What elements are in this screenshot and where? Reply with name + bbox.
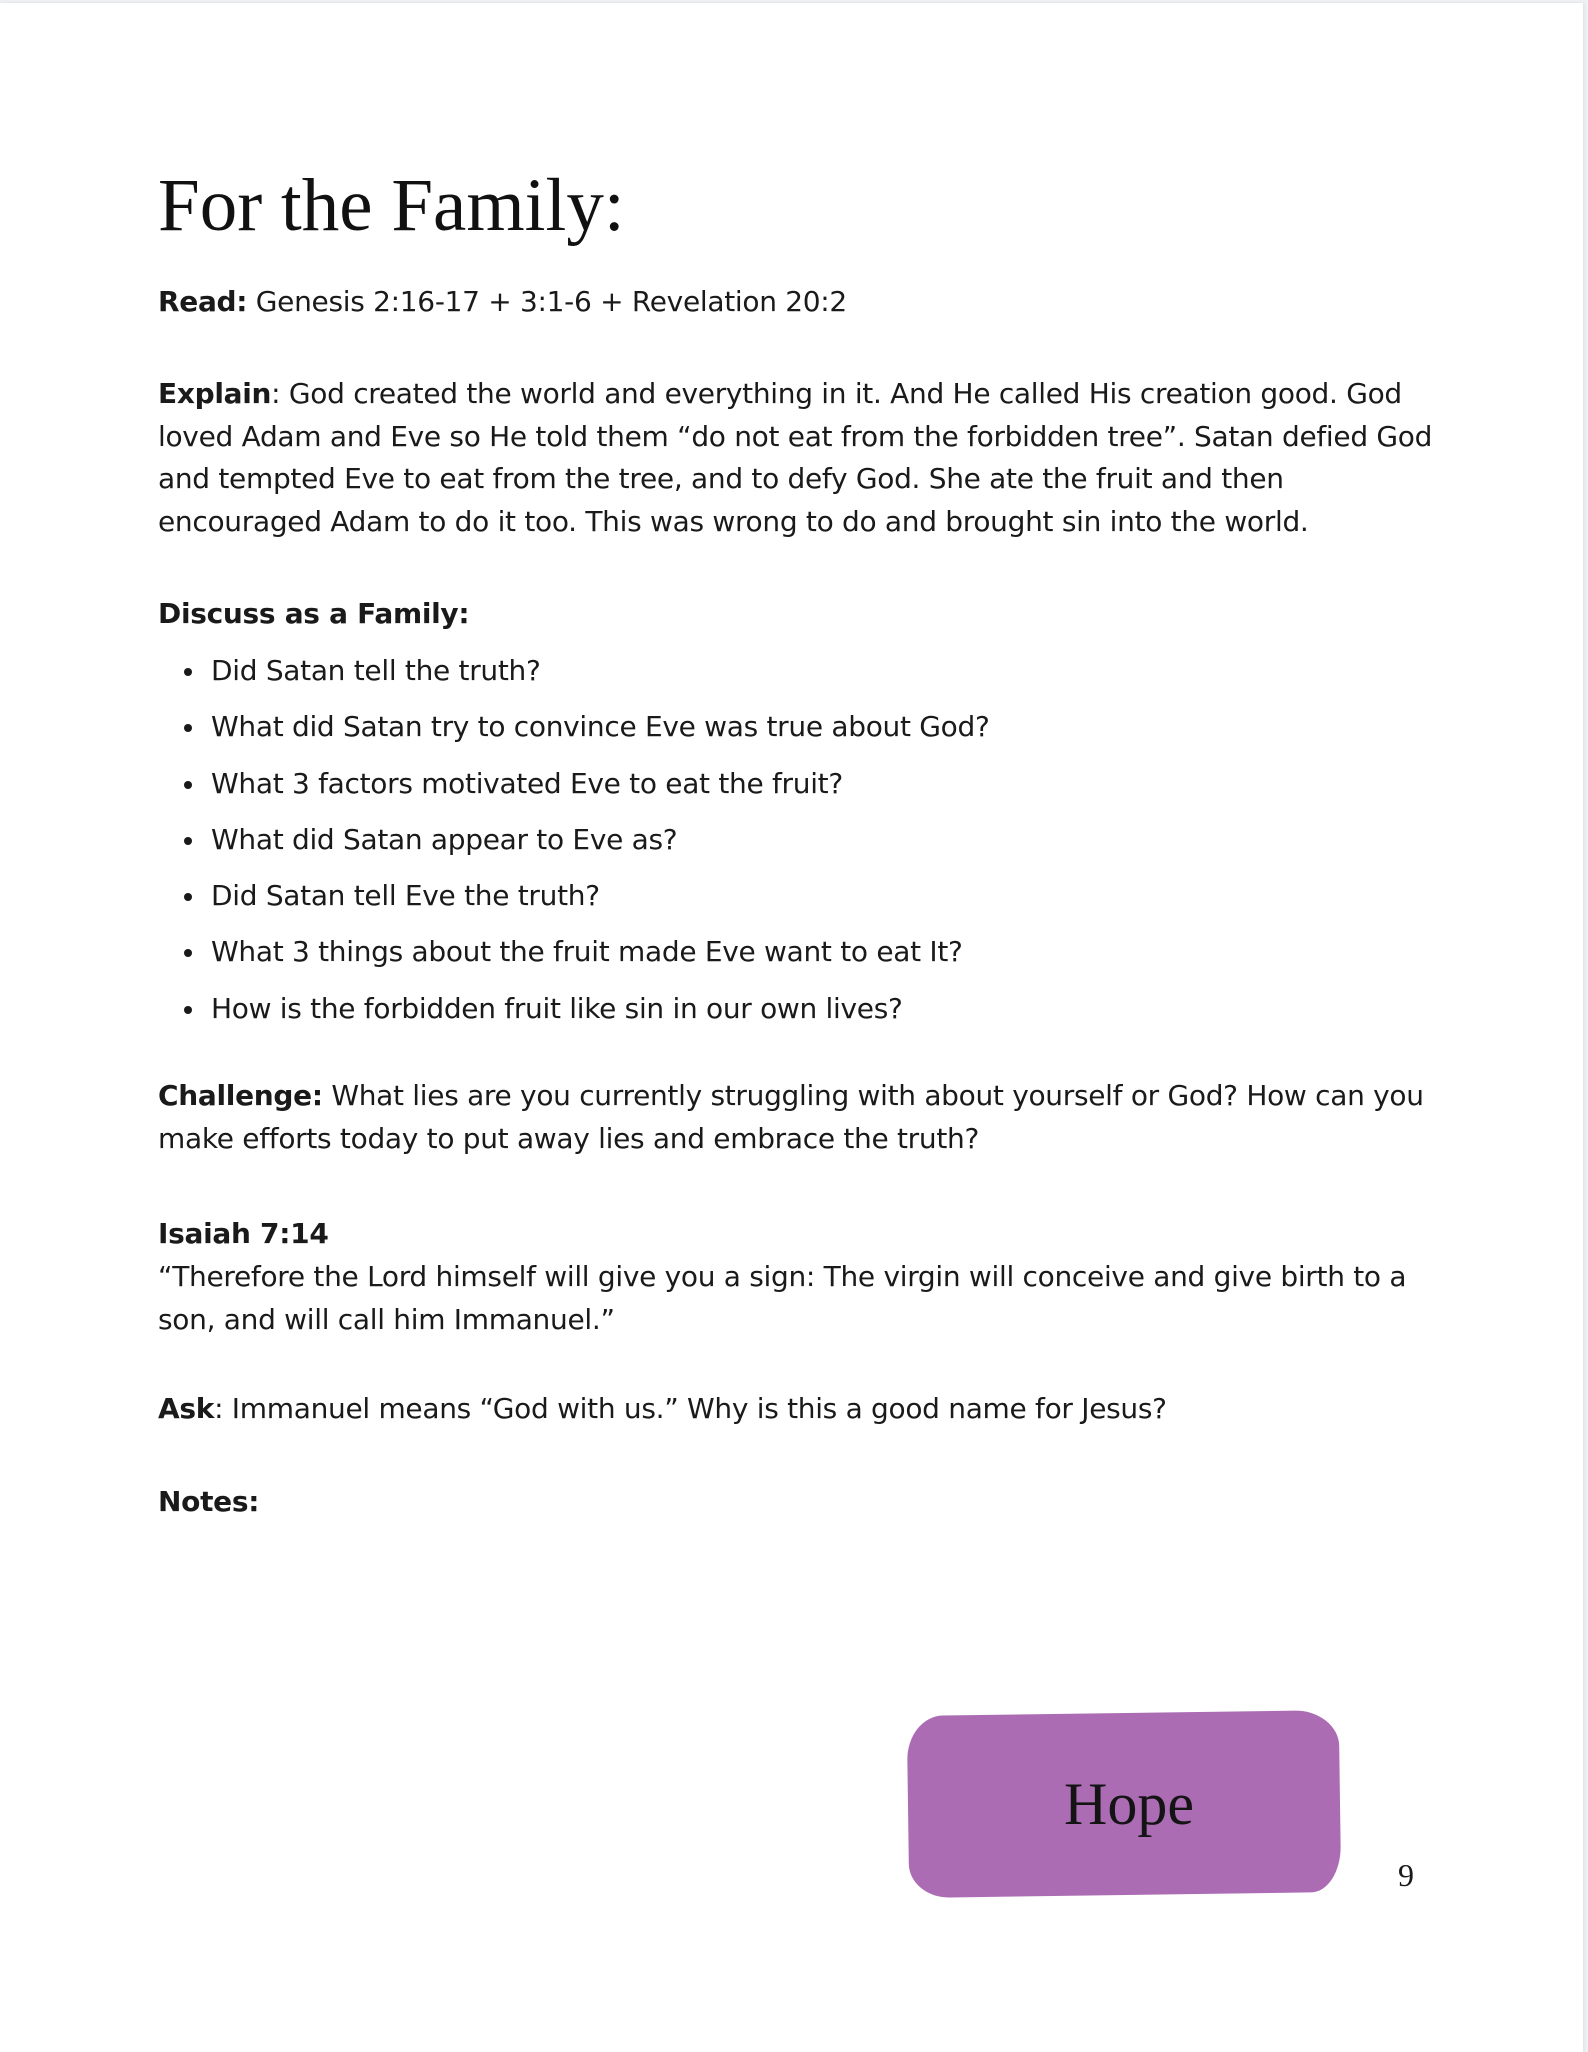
question-text: What 3 things about the fruit made Eve want to eat It? — [211, 935, 963, 969]
discussion-question — [158, 868, 990, 924]
ask-label: Ask — [158, 1392, 215, 1425]
document-page — [0, 3, 1583, 2052]
explain-label: Explain — [158, 377, 272, 410]
question-text: Did Satan tell the truth? — [211, 654, 541, 687]
bullet-icon — [184, 781, 192, 789]
discussion-question — [158, 699, 990, 755]
page-title: For the Family: — [158, 164, 625, 247]
verse-quote: “Therefore the Lord himself will give you a sign: The virgin will conceive and give birth to a son, and will call him Immanuel.” — [158, 1260, 1407, 1336]
read-text: Genesis 2:16-17 + 3:1-6 + Revelation 20:2 — [247, 285, 847, 318]
discussion-question — [158, 924, 990, 980]
read-label: Read: — [158, 285, 248, 318]
notes-label: Notes: — [158, 1485, 260, 1518]
explain-text: : God created the world and everything in it. And He called His creation good. God loved Adam and Eve so He told them “do not eat from the forbidden tree”. Satan defied God and tempted Eve to eat from the tree, and to defy God. She ate the fruit and then encouraged Adam to do it too. This was wrong to do and brought sin into the world. — [158, 377, 1433, 538]
page-number: 9 — [1398, 1857, 1414, 1893]
bullet-icon — [184, 949, 192, 957]
discussion-question — [158, 643, 990, 699]
bullet-icon — [184, 724, 192, 732]
discussion-question-list — [158, 643, 990, 1037]
ask-line — [158, 1388, 1167, 1431]
read-line — [158, 281, 847, 324]
verse-reference: Isaiah 7:14 — [158, 1217, 329, 1250]
bullet-icon — [184, 837, 192, 845]
explain-paragraph — [158, 373, 1448, 543]
question-text: What 3 factors motivated Eve to eat the fruit? — [211, 766, 843, 800]
discussion-question — [158, 812, 990, 868]
bullet-icon — [184, 893, 192, 901]
hope-tag — [907, 1710, 1341, 1898]
bullet-icon — [184, 668, 192, 676]
question-text: What did Satan try to convince Eve was true about God? — [211, 710, 990, 744]
discussion-question — [158, 756, 990, 812]
ask-text: : Immanuel means “God with us.” Why is this a good name for Jesus? — [214, 1392, 1167, 1425]
challenge-label: Challenge: — [158, 1079, 323, 1112]
discuss-heading: Discuss as a Family: — [158, 597, 470, 630]
hope-tag-text: Hope — [1064, 1770, 1194, 1837]
challenge-text: What lies are you currently struggling with about yourself or God? How can you make efforts today to put away lies and embrace the truth? — [158, 1079, 1424, 1155]
discussion-question — [158, 981, 990, 1037]
bullet-icon — [184, 1006, 192, 1014]
question-text: How is the forbidden fruit like sin in our own lives? — [211, 991, 903, 1025]
question-text: Did Satan tell Eve the truth? — [211, 879, 600, 913]
question-text: What did Satan appear to Eve as? — [211, 822, 678, 856]
challenge-paragraph — [158, 1075, 1448, 1160]
